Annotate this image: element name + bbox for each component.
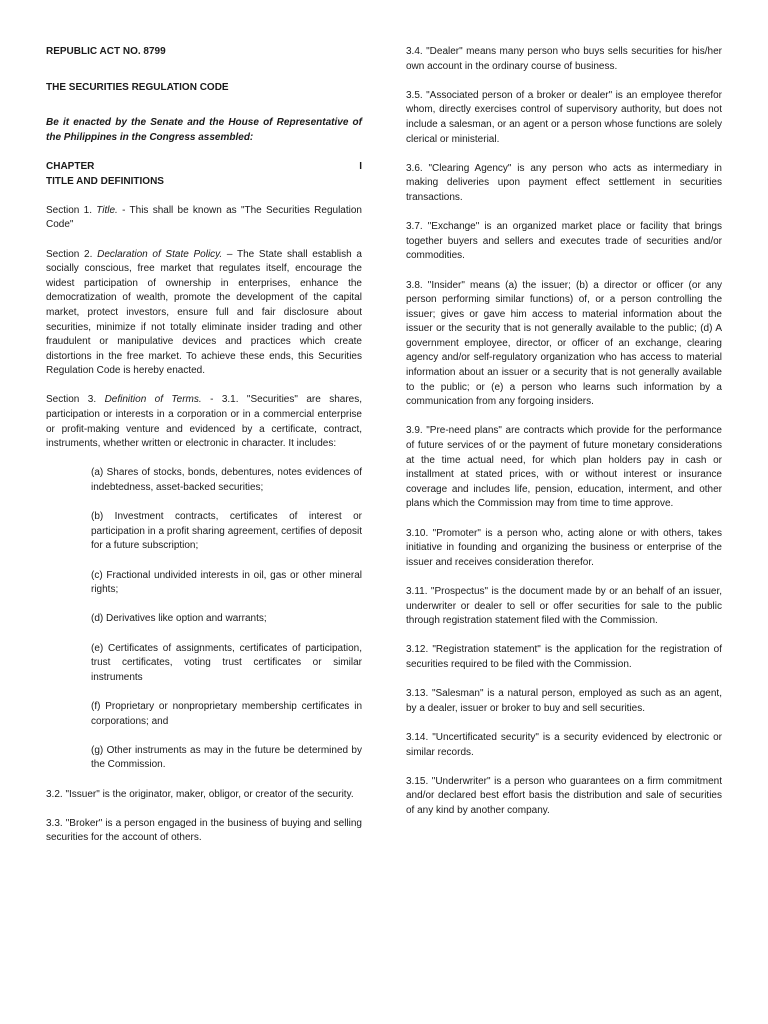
section-3-title: Definition of Terms. — [104, 394, 202, 406]
definition-3-12: 3.12. "Registration statement" is the application for the registration of securities required to be filed with the Commission. — [406, 644, 722, 670]
section-3-label: Section 3. — [46, 394, 97, 406]
list-item-d: (d) Derivatives like option and warrants; — [91, 613, 267, 625]
section-2-label: Section 2. — [46, 248, 93, 260]
list-item-a: (a) Shares of stocks, bonds, debentures, notes evidences of indebtedness, asset-backed securities; — [91, 467, 362, 494]
chapter-title: TITLE AND DEFINITIONS — [46, 175, 164, 187]
definition-3-2: 3.2. "Issuer" is the originator, maker, obligor, or creator of the security. — [46, 788, 354, 800]
chapter-heading — [46, 160, 362, 175]
section-2-text: – The State shall establish a socially conscious, free market that regulates itself, encourage the widest participation of ownership in enterprises, enhance the democratization of wealth, promote the development of the capital market, protect investors, ensure full and fair disclosure about securities, minimize if not totally eliminate insider trading and other fraudulent or manipulative devices and practices which create distortions in the free market. To achieve these ends, this Securities Regulation Code is hereby enacted. — [46, 248, 362, 377]
definition-3-8: 3.8. "Insider" means (a) the issuer; (b) a director or officer (or any person performing similar functions) of, or a person controlling the issuer; gives or gave him access to material information about the issuer or the security that is not generally available to the public; (d) A government employee, director, or officer of an exchange, clearing agency and/or self-regulatory organization who has access to material information about an issuer or a security that is not generally available to the public; or (e) a person who learns such information by a communication from any forgoing insiders. — [406, 279, 722, 408]
definition-3-3: 3.3. "Broker" is a person engaged in the business of buying and selling securities for the account of others. — [46, 817, 362, 844]
definition-3-14: 3.14. "Uncertificated security" is a security evidenced by electronic or similar records. — [406, 731, 722, 758]
section-1-title: Title. — [96, 204, 118, 216]
list-item-c: (c) Fractional undivided interests in oil, gas or other mineral rights; — [91, 569, 362, 596]
list-item-g: (g) Other instruments as may in the future be determined by the Commission. — [91, 744, 362, 771]
definition-3-10: 3.10. "Promoter" is a person who, acting alone or with others, takes initiative in founding and organizing the business or enterprise of the issuer and receives consideration therefor. — [406, 527, 722, 568]
section-1 — [46, 204, 362, 233]
definition-3-13: 3.13. "Salesman" is a natural person, employed as such as an agent, by a dealer, issuer or broker to buy and sell securities. — [406, 688, 722, 714]
enactment-clause: Be it enacted by the Senate and the House of Representative of the Philippines in the Congress assembled: — [46, 117, 362, 143]
code-title: THE SECURITIES REGULATION CODE — [46, 81, 229, 93]
section-2-title: Declaration of State Policy. — [97, 248, 223, 260]
section-3-text: - 3.1. "Securities" are shares, participation or interests in a corporation or in a commercial enterprise or profit-making venture and evidenced by a certificate, contract, instruments, whether written or electronic in character. It includes: — [46, 394, 363, 450]
left-column — [46, 45, 362, 860]
definition-3-7: 3.7. "Exchange" is an organized market place or facility that brings together buyers and sellers and executes trade of securities and/or commodities. — [406, 221, 722, 262]
definition-3-9: 3.9. "Pre-need plans" are contracts which provide for the performance of future services of or the payment of future monetary considerations at the time actual need, for which plan holders pay in cash or installment at stated prices, with or without interest or insurance coverage and includes life, pension, education, interment, and other plans which the Commission may from time to time approve. — [406, 425, 722, 510]
section-2 — [46, 248, 362, 379]
definition-3-5: 3.5. "Associated person of a broker or dealer" is an employee therefor whom, directly exercises control of supervisory authority, but does not include a salesman, or an agent or a person whose functions are solely clerical or ministerial. — [406, 89, 722, 145]
definition-3-15: 3.15. "Underwriter" is a person who guarantees on a firm commitment and/or declared best effort basis the distribution and sale of securities of any kind by another company. — [406, 775, 722, 816]
section-1-text: - This shall be known as "The Securities Regulation Code" — [46, 204, 362, 231]
right-column — [406, 45, 722, 833]
section-3 — [46, 393, 362, 451]
definition-3-4: 3.4. "Dealer" means many person who buys sells securities for his/her own account in the ordinary course of business. — [406, 46, 722, 72]
list-item-b: (b) Investment contracts, certificates of interest or participation in a profit sharing agreement, certifies of deposit for a future subscription; — [91, 511, 362, 552]
list-item-e: (e) Certificates of assignments, certificates of participation, trust certificates, voting trust certificates or similar instruments — [91, 642, 362, 683]
chapter-label: CHAPTER — [46, 160, 95, 172]
definition-3-11: 3.11. "Prospectus" is the document made by or an behalf of an issuer, underwriter or dealer to sell or offer securities for sale to the public through registration statement filed with the Commission. — [406, 585, 722, 627]
chapter-number: I — [359, 160, 362, 172]
list-item-f: (f) Proprietary or nonproprietary membership certificates in corporations; and — [91, 700, 362, 727]
act-number: REPUBLIC ACT NO. 8799 — [46, 46, 166, 57]
section-1-label: Section 1. — [46, 204, 92, 216]
definition-3-6: 3.6. "Clearing Agency" is any person who acts as intermediary in making deliveries upon payment effect settlement in securities transactions. — [406, 162, 722, 203]
